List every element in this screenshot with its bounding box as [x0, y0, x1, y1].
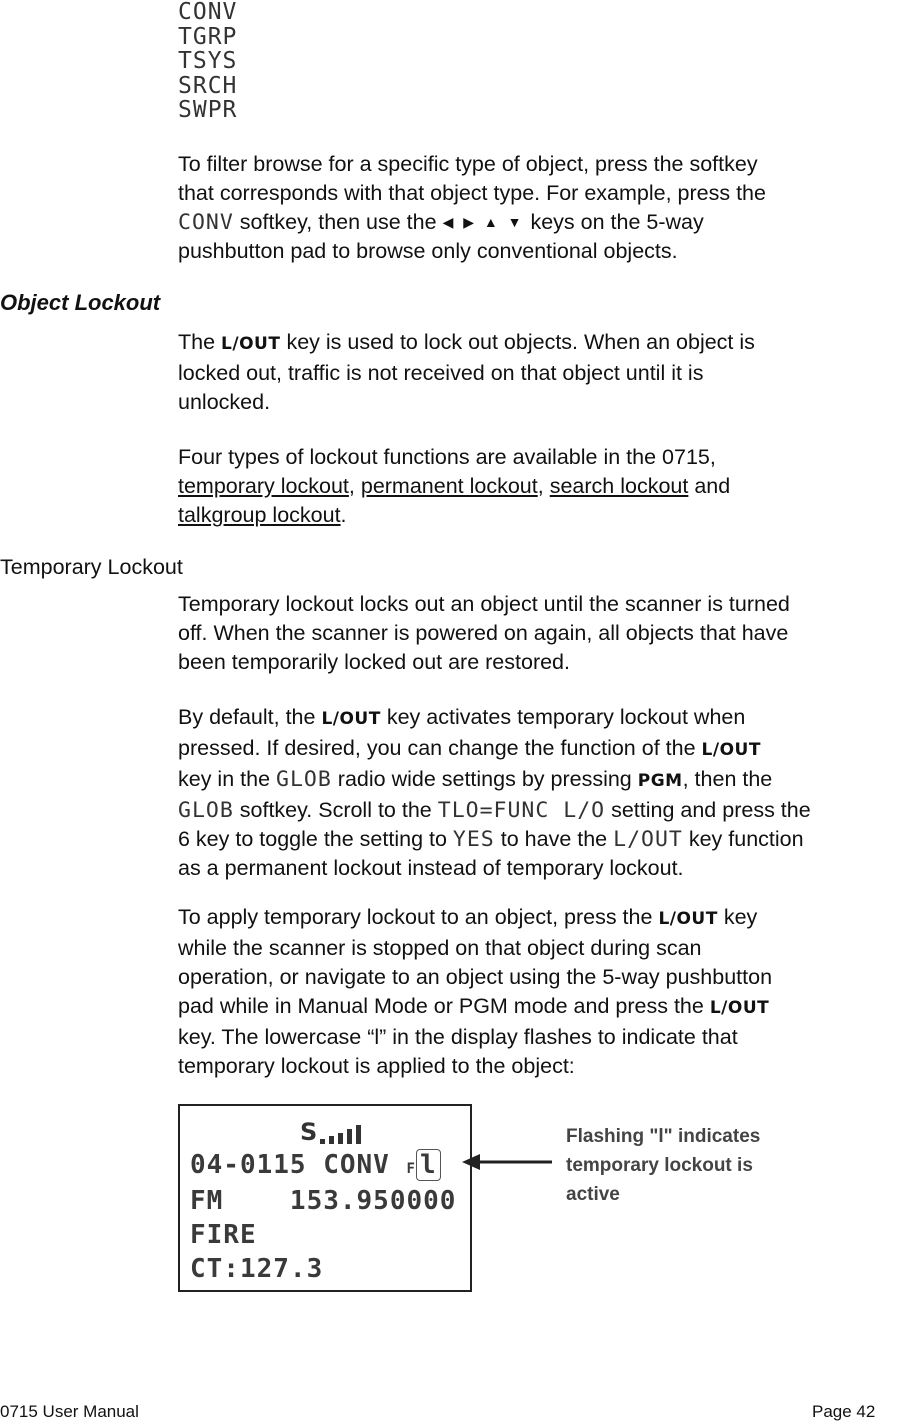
- arrow-keys-icon: ◀ ▶ ▲ ▼: [442, 214, 525, 230]
- scanner-display: [178, 1104, 472, 1292]
- display-line-4: CT:127.3: [190, 1254, 324, 1284]
- signal-label: S: [300, 1118, 318, 1146]
- softkey-swpr: SWPR: [178, 97, 238, 123]
- footer-manual-title: 0715 User Manual: [0, 1402, 139, 1421]
- lout-key: L/OUT: [709, 998, 770, 1018]
- lockout-types-paragraph: Four types of lockout functions are available in the 0715, temporary lockout, permanent lockout, search lockout and talkgroup lockout.: [178, 445, 731, 527]
- softkey-tsys: TSYS: [178, 48, 238, 74]
- tlo-func-setting: TLO=FUNC L/O: [437, 798, 606, 823]
- pointer-arrow-icon: [460, 1152, 560, 1172]
- conv-softkey-inline: CONV: [178, 210, 234, 235]
- display-line-2: FM 153.950000: [190, 1186, 457, 1216]
- lout-key: L/OUT: [221, 334, 281, 354]
- temporary-lockout-heading: Temporary Lockout: [0, 555, 183, 579]
- signal-strength-icon: [320, 1124, 366, 1144]
- temporary-lockout-paragraph-1: Temporary lockout locks out an object until the scanner is turned off. When the scanner is powered on again, all objects that have been temporarily locked out are restored.: [178, 592, 790, 674]
- display-line-1: 04-0115 CONV F l: [190, 1150, 441, 1180]
- softkey-srch: SRCH: [178, 72, 238, 99]
- lout-key: L/OUT: [701, 740, 761, 760]
- lockout-intro-paragraph: The L/OUT key is used to lock out objects. When an object is locked out, traffic is not received on that object until it is unlocked.: [178, 330, 755, 414]
- display-line-3: FIRE: [190, 1220, 257, 1250]
- permanent-lockout-link[interactable]: permanent lockout: [360, 474, 538, 498]
- temporary-lockout-paragraph-2: By default, the L/OUT key activates temporary lockout when pressed. If desired, you can change the function of the L/OUT key in the GLOB radio wide settings by pressing PGM, then the GLOB softkey. Scroll to the TLO=FUNC L/O setting and press the 6 key to toggle the setting to YES to have the L/OUT key function as a permanent lockout instead of temporary lockout.: [178, 705, 811, 880]
- filter-paragraph: To filter browse for a specific type of object, press the softkey that corresponds with that object type. For example, press the CONV softkey, then use the ◀ ▶ ▲ ▼ keys on the 5-way pushbutton pad to browse only conventional objects.: [178, 152, 766, 263]
- display-annotation: Flashing "l" indicates temporary lockout is active: [566, 1126, 761, 1205]
- object-lockout-heading: Object Lockout: [0, 290, 161, 315]
- lockout-indicator: l: [416, 1149, 441, 1181]
- search-lockout-link[interactable]: search lockout: [549, 474, 689, 498]
- softkey-list: [178, 0, 237, 123]
- glob-softkey-inline: GLOB: [178, 798, 234, 823]
- footer-page-number: Page 42: [812, 1402, 876, 1421]
- temporary-lockout-link[interactable]: temporary lockout: [178, 474, 349, 498]
- pgm-key: PGM: [637, 771, 683, 791]
- softkey-tgrp: TGRP: [178, 23, 238, 50]
- lout-key: L/OUT: [321, 709, 381, 729]
- yes-setting: YES: [452, 827, 495, 852]
- talkgroup-lockout-link[interactable]: talkgroup lockout: [178, 503, 341, 527]
- flag-indicator: F: [406, 1161, 416, 1177]
- lout-key: L/OUT: [658, 909, 718, 929]
- glob-softkey-inline: GLOB: [276, 767, 332, 792]
- lout-setting: L/OUT: [613, 827, 683, 852]
- softkey-conv: CONV: [178, 0, 238, 25]
- temporary-lockout-paragraph-3: To apply temporary lockout to an object, press the L/OUT key while the scanner is stopped on that object during scan operation, or navigate to an object using the 5-way pushbutton pad while in Manual Mode or PGM mode and press the L/OUT key. The lowercase “l” in the display flashes to indicate that temporary lockout is applied to the object:: [178, 905, 773, 1078]
